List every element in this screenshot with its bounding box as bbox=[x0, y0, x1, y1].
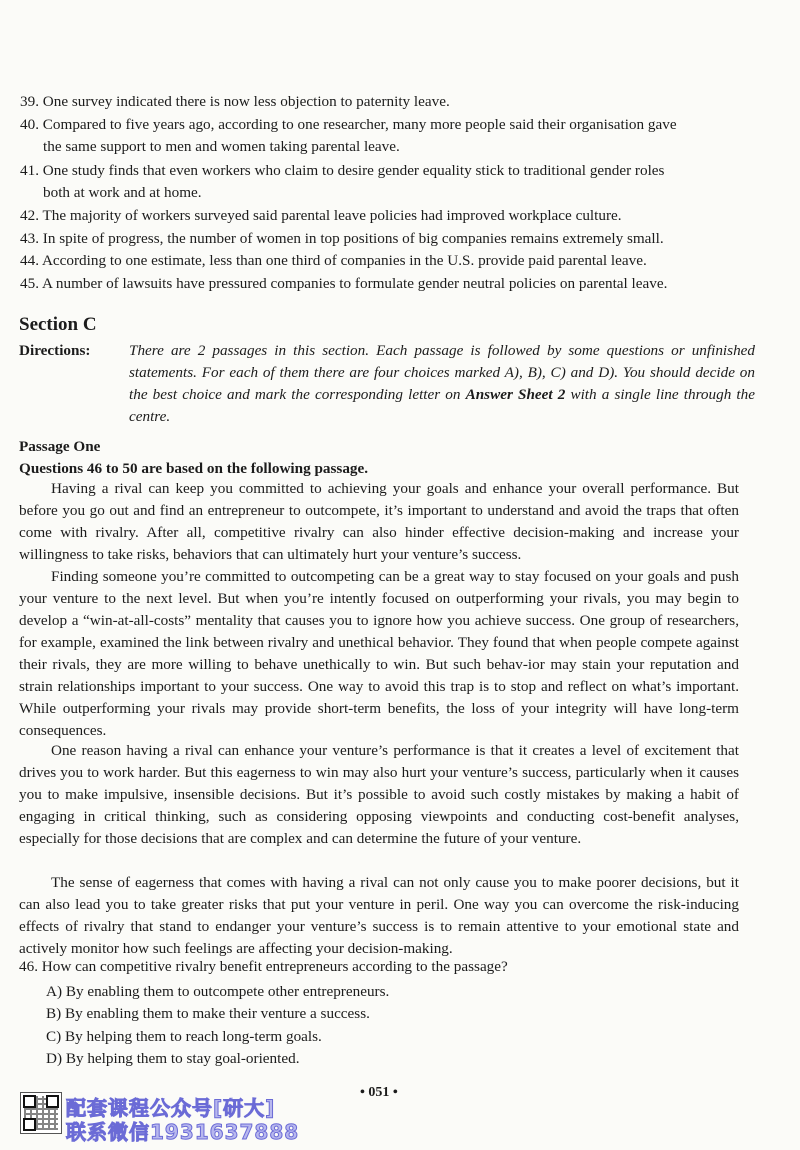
statement-continuation: both at work and at home. bbox=[43, 184, 202, 201]
statement-text: According to one estimate, less than one third of companies in the U.S. provide paid parental leave. bbox=[41, 252, 647, 269]
statement-43 bbox=[20, 228, 740, 250]
passage-paragraph-4: The sense of eagerness that comes with having a rival can not only cause you to make poorer decisions, but it can also lead you to take greater risks that put your venture in peril. One way you can overcome the risk-inducing effects of rivalry that stand to endanger your venture’s success is to remain attentive to your emotional state and actively monitor how such feelings are affecting your decision-making. bbox=[19, 874, 739, 957]
section-title: Section C bbox=[19, 314, 97, 335]
statement-number: 39. bbox=[20, 93, 39, 110]
option-d: D) By helping them to stay goal-oriented. bbox=[46, 1050, 300, 1067]
statement-number: 42. bbox=[20, 207, 39, 224]
directions-label: Directions: bbox=[19, 342, 91, 359]
statement-continuation: the same support to men and women taking parental leave. bbox=[43, 138, 400, 155]
watermark-line-1: 配套课程公众号[研大] bbox=[66, 1096, 276, 1120]
page-number: • 051 • bbox=[360, 1085, 398, 1100]
statement-text: Compared to five years ago, according to one researcher, many more people said their organisation gave bbox=[42, 116, 677, 133]
statement-number: 41. bbox=[20, 162, 39, 179]
statement-text: The majority of workers surveyed said parental leave policies had improved workplace culture. bbox=[42, 207, 622, 224]
option-c: C) By helping them to reach long-term goals. bbox=[46, 1028, 322, 1045]
passage-paragraph-2: Finding someone you’re committed to outcompeting can be a great way to stay focused on your goals and push your venture to the next level. But when you’re intently focused on outperforming your rivals, you may begin to develop a “win-at-all-costs” mentality that causes you to ignore how you achieve success. One group of researchers, for example, examined the link between rivalry and unethical behavior. They found that when people compete against their rivals, they are more willing to behave unethically to win. But such behav-ior may stain your reputation and strain relationships important to your success. One way to avoid this trap is to stop and reflect on what’s important. While outperforming your rivals may provide short-term benefits, the loss of your integrity will have long-term consequences. bbox=[19, 568, 739, 739]
statement-44 bbox=[20, 250, 740, 272]
directions-text bbox=[129, 340, 755, 428]
statement-text: A number of lawsuits have pressured companies to formulate gender neutral policies on parental leave. bbox=[41, 275, 668, 292]
passage-paragraph-3: One reason having a rival can enhance your venture’s performance is that it creates a level of excitement that drives you to work harder. But this eagerness to win may also hurt your venture’s success, particularly when it causes you to make impulsive, insensible decisions. But it’s possible to avoid such costly mistakes by making a habit of engaging in critical thinking, such as considering opposing viewpoints and conducting cost-benefit analyses, especially for those decisions that are complex and can determine the future of your venture. bbox=[19, 742, 739, 847]
directions-text-b: with a single line through the centre. bbox=[129, 386, 755, 425]
statement-42 bbox=[20, 205, 740, 227]
statement-number: 45. bbox=[20, 275, 39, 292]
statement-40 bbox=[20, 114, 740, 158]
statement-41 bbox=[20, 160, 740, 204]
option-b: B) By enabling them to make their venture a success. bbox=[46, 1005, 370, 1022]
statement-text: In spite of progress, the number of women in top positions of big companies remains extremely small. bbox=[42, 230, 664, 247]
passage-intro: Questions 46 to 50 are based on the following passage. bbox=[19, 460, 369, 477]
statement-number: 43. bbox=[20, 230, 39, 247]
statement-39 bbox=[20, 91, 740, 113]
option-a: A) By enabling them to outcompete other entrepreneurs. bbox=[46, 983, 390, 1000]
qr-code-icon bbox=[20, 1092, 62, 1134]
answer-sheet-ref: Answer Sheet 2 bbox=[465, 386, 566, 403]
statement-number: 40. bbox=[20, 116, 39, 133]
directions-text-a: There are 2 passages in this section. Each passage is followed by some questions or unfinished statements. For each of them there are four choices marked A), B), C) and D). You should decide on the best choice and mark the corresponding letter on bbox=[129, 342, 755, 403]
passage-title: Passage One bbox=[19, 438, 101, 455]
question-46: 46. How can competitive rivalry benefit entrepreneurs according to the passage? bbox=[19, 958, 508, 975]
statement-text: One survey indicated there is now less objection to paternity leave. bbox=[42, 93, 450, 110]
statement-text: One study finds that even workers who claim to desire gender equality stick to traditional gender roles bbox=[42, 162, 665, 179]
statement-number: 44. bbox=[20, 252, 39, 269]
statement-45 bbox=[20, 273, 740, 295]
passage-paragraph-1: Having a rival can keep you committed to achieving your goals and enhance your overall performance. But before you go out and find an entrepreneur to outcompete, it’s important to understand and avoid the traps that often come with rivalry. After all, competitive rivalry can also hinder effective decision-making and increase your willingness to take risks, behaviors that can ultimately hurt your venture’s success. bbox=[19, 480, 739, 563]
watermark-line-2: 联系微信1931637888 bbox=[66, 1120, 300, 1144]
